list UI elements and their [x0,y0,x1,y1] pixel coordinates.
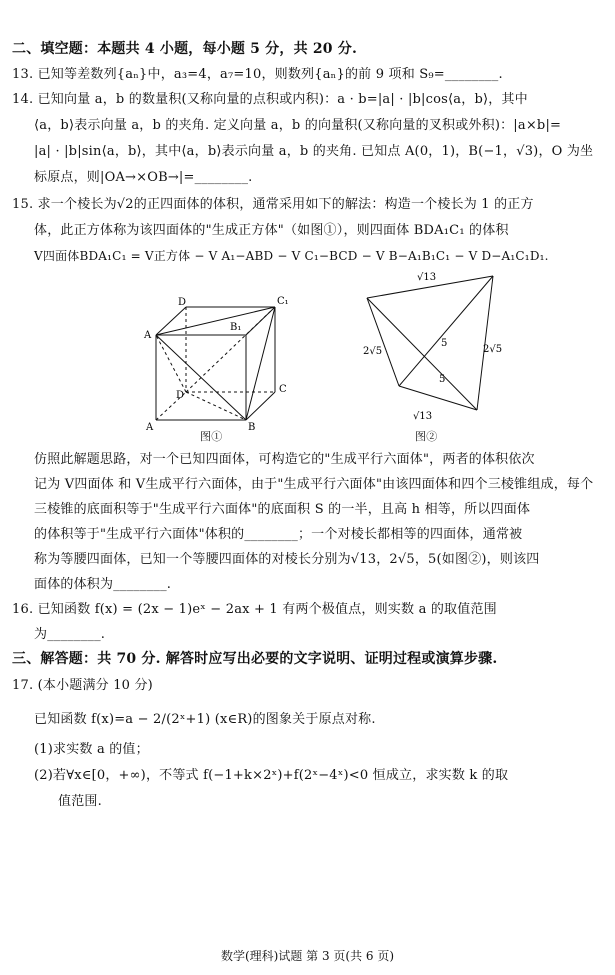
question-14-line-3: |a| · |b|sin⟨a，b⟩，其中⟨a，b⟩表示向量 a，b 的夹角. 已知点 A(0，1)，B(−1，√3)，O 为坐 [34,144,594,159]
question-17-title: 17. (本小题满分 10 分) [12,678,153,693]
question-14-line-4: 标原点，则|OA→×OB→|=________. [34,170,253,185]
question-13: 13. 已知等差数列{aₙ}中，a₃=4，a₇=10，则数列{aₙ}的前 9 项和 S₉=________. [12,67,503,82]
fig1-label-c1: C₁ [277,296,289,307]
figure-1-cube [130,292,300,442]
fig2-label-bottom: √13 [413,411,433,422]
fig1-label-b: B [248,422,256,433]
fig1-label-d: D [176,390,185,401]
question-14-line-2: ⟨a，b⟩表示向量 a，b 的夹角. 定义向量 a，b 的向量积(又称向量的叉积或外积)：|a×b|= [34,118,562,133]
section-header-solutions: 三、解答题：共 70 分. 解答时应写出必要的文字说明、证明过程或演算步骤. [12,651,498,667]
figure-2-caption: 图② [415,430,438,443]
figure-1-caption: 图① [200,430,223,443]
question-15-line-4: 仿照此解题思路，对一个已知四面体，可构造它的"生成平行六面体"，两者的体积依次 [34,452,535,467]
question-15-line-6: 三棱锥的底面积等于"生成平行六面体"的底面积 S 的一半，且高 h 相等，所以四面体 [34,502,531,517]
fig1-label-d1: D [178,297,187,308]
fig1-label-a: A [146,422,154,433]
fig1-label-c: C [279,384,287,395]
fig2-label-top: √13 [417,272,437,283]
question-15-line-1: 15. 求一个棱长为√2的正四面体的体积，通常采用如下的解法：构造一个棱长为 1 的正方 [12,197,534,212]
question-17-part-2-line-1: (2)若∀x∈[0，+∞)，不等式 f(−1+k×2ˣ)+f(2ˣ−4ˣ)<0 恒成立，求实数 k 的取 [34,768,509,783]
fig2-label-mid1: 5 [441,338,448,349]
figure-2-tetrahedron [355,268,515,428]
question-16-line-1: 16. 已知函数 f(x) = (2x − 1)eˣ − 2ax + 1 有两个极值点，则实数 a 的取值范围 [12,602,497,617]
fig1-label-a1: A [144,330,152,341]
question-15-line-9: 面体的体积为________. [34,577,172,592]
question-15-line-2: 体，此正方体称为该四面体的"生成正方体"（如图①），则四面体 BDA₁C₁ 的体积 [34,223,509,238]
question-17-part-2-line-2: 值范围. [58,794,102,809]
question-14-line-1: 14. 已知向量 a，b 的数量积(又称向量的点积或内积)：a · b=|a| · |b|cos⟨a，b⟩，其中 [12,92,528,107]
page-footer: 数学(理科)试题 第 3 页(共 6 页) [220,949,395,963]
fig2-label-mid2: 5 [439,374,446,385]
fig2-label-left: 2√5 [363,346,383,357]
question-15-line-8: 称为等腰四面体，已知一个等腰四面体的对棱长分别为√13，2√5，5(如图②)，则该四 [34,552,540,567]
question-16-line-2: 为________. [34,627,106,642]
fig1-label-b1: B₁ [230,322,242,333]
fig2-label-right: 2√5 [483,344,503,355]
question-15-line-7: 的体积等于"生成平行六面体"体积的________；一个对棱长都相等的四面体，通常被 [34,527,523,542]
question-15-line-5: 记为 V四面体 和 V生成平行六面体，由于"生成平行六面体"由该四面体和四个三棱锥组成，每个 [34,477,594,492]
section-header-fill-in: 二、填空题：本题共 4 小题，每小题 5 分，共 20 分. [12,41,358,57]
question-17-part-1: (1)求实数 a 的值； [34,742,149,757]
question-15-volume-formula: V四面体BDA₁C₁ = V正方体 − V A₁−ABD − V C₁−BCD − V B−A₁B₁C₁ − V D−A₁C₁D₁. [34,249,549,263]
question-17-statement: 已知函数 f(x)=a − 2/(2ˣ+1) (x∈R)的图象关于原点对称. [34,712,376,727]
